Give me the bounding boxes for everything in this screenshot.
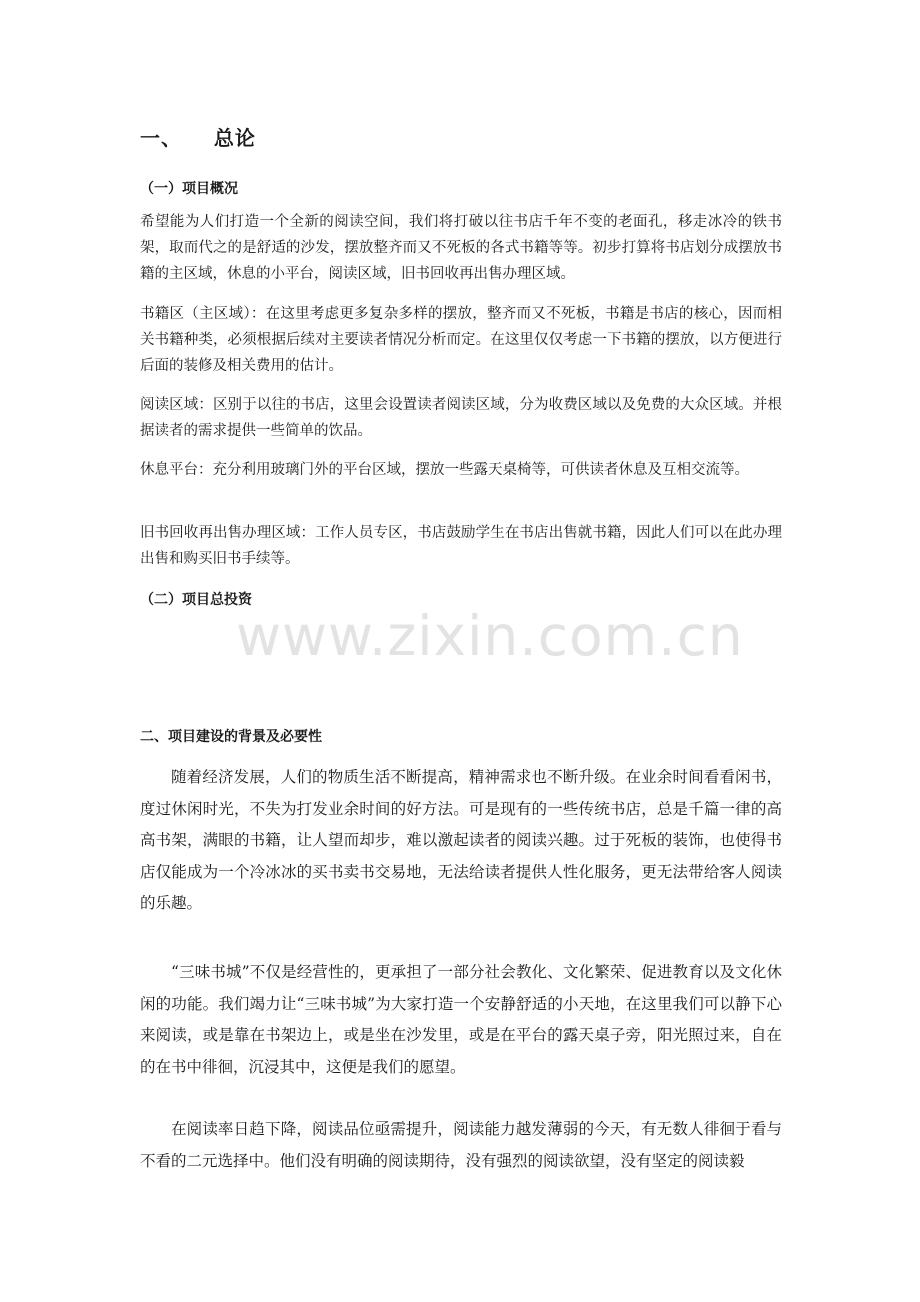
used-books-paragraph: 旧书回收再出售办理区域：工作人员专区，书店鼓励学生在书店出售就书籍，因此人们可以在此办理出售和购买旧书手续等。 <box>140 525 782 567</box>
book-area-paragraph: 书籍区（主区域）：在这里考虑更多复杂多样的摆放，整齐而又不死板，书籍是书店的核心，因而相关书籍种类，必须根据后续对主要读者情况分析而定。在这里仅仅考虑一下书籍的摆放，以方便进行后面的装修及相关费用的估计。 <box>140 306 782 374</box>
watermark: www.zixin.com.cn <box>236 604 744 668</box>
reading-area-paragraph: 阅读区域：区别于以往的书店，这里会设置读者阅读区域，分为收费区域以及免费的大众区域。并根据读者的需求提供一些简单的饮品。 <box>140 397 782 439</box>
background-paragraph-2: “三味书城”不仅是经营性的，更承担了一部分社会教化、文化繁荣、促进教育以及文化休闲的功能。我们竭力让“三味书城”为大家打造一个安静舒适的小天地，在这里我们可以静下心来阅读，或是靠在书架边上，或是坐在沙发里，或是在平台的露天桌子旁，阳光照过来，自在的在书中徘徊，沉浸其中，这便是我们的愿望。 <box>140 963 782 1076</box>
section-2-heading: 二、项目建设的背景及必要性 <box>140 729 322 745</box>
overview-paragraph: 希望能为人们打造一个全新的阅读空间，我们将打破以往书店千年不变的老面孔，移走冰冷的铁书架，取而代之的是舒适的沙发，摆放整齐而又不死板的各式书籍等等。初步打算将书店划分成摆放书籍的主区域，休息的小平台，阅读区域，旧书回收再出售办理区域。 <box>140 214 782 282</box>
rest-platform-paragraph: 休息平台：充分利用玻璃门外的平台区域，摆放一些露天桌椅等，可供读者休息及互相交流等。 <box>140 462 749 478</box>
section-1-heading: 一、 总论 <box>140 126 256 150</box>
subsection-overview-heading: （一）项目概况 <box>140 181 238 197</box>
subsection-investment-heading: （二）项目总投资 <box>140 592 252 608</box>
background-paragraph-3: 在阅读率日趋下降，阅读品位亟需提升，阅读能力越发薄弱的今天，有无数人徘徊于看与不看的二元选择中。他们没有明确的阅读期待，没有强烈的阅读欲望，没有坚定的阅读毅 <box>140 1120 782 1170</box>
background-paragraph-1: 随着经济发展，人们的物质生活不断提高，精神需求也不断升级。在业余时间看看闲书，度过休闲时光，不失为打发业余时间的好方法。可是现有的一些传统书店，总是千篇一律的高高书架，满眼的书籍，让人望而却步，难以激起读者的阅读兴趣。过于死板的装饰，也使得书店仅能成为一个冷冰冰的买书卖书交易地，无法给读者提供人性化服务，更无法带给客人阅读的乐趣。 <box>140 768 782 912</box>
